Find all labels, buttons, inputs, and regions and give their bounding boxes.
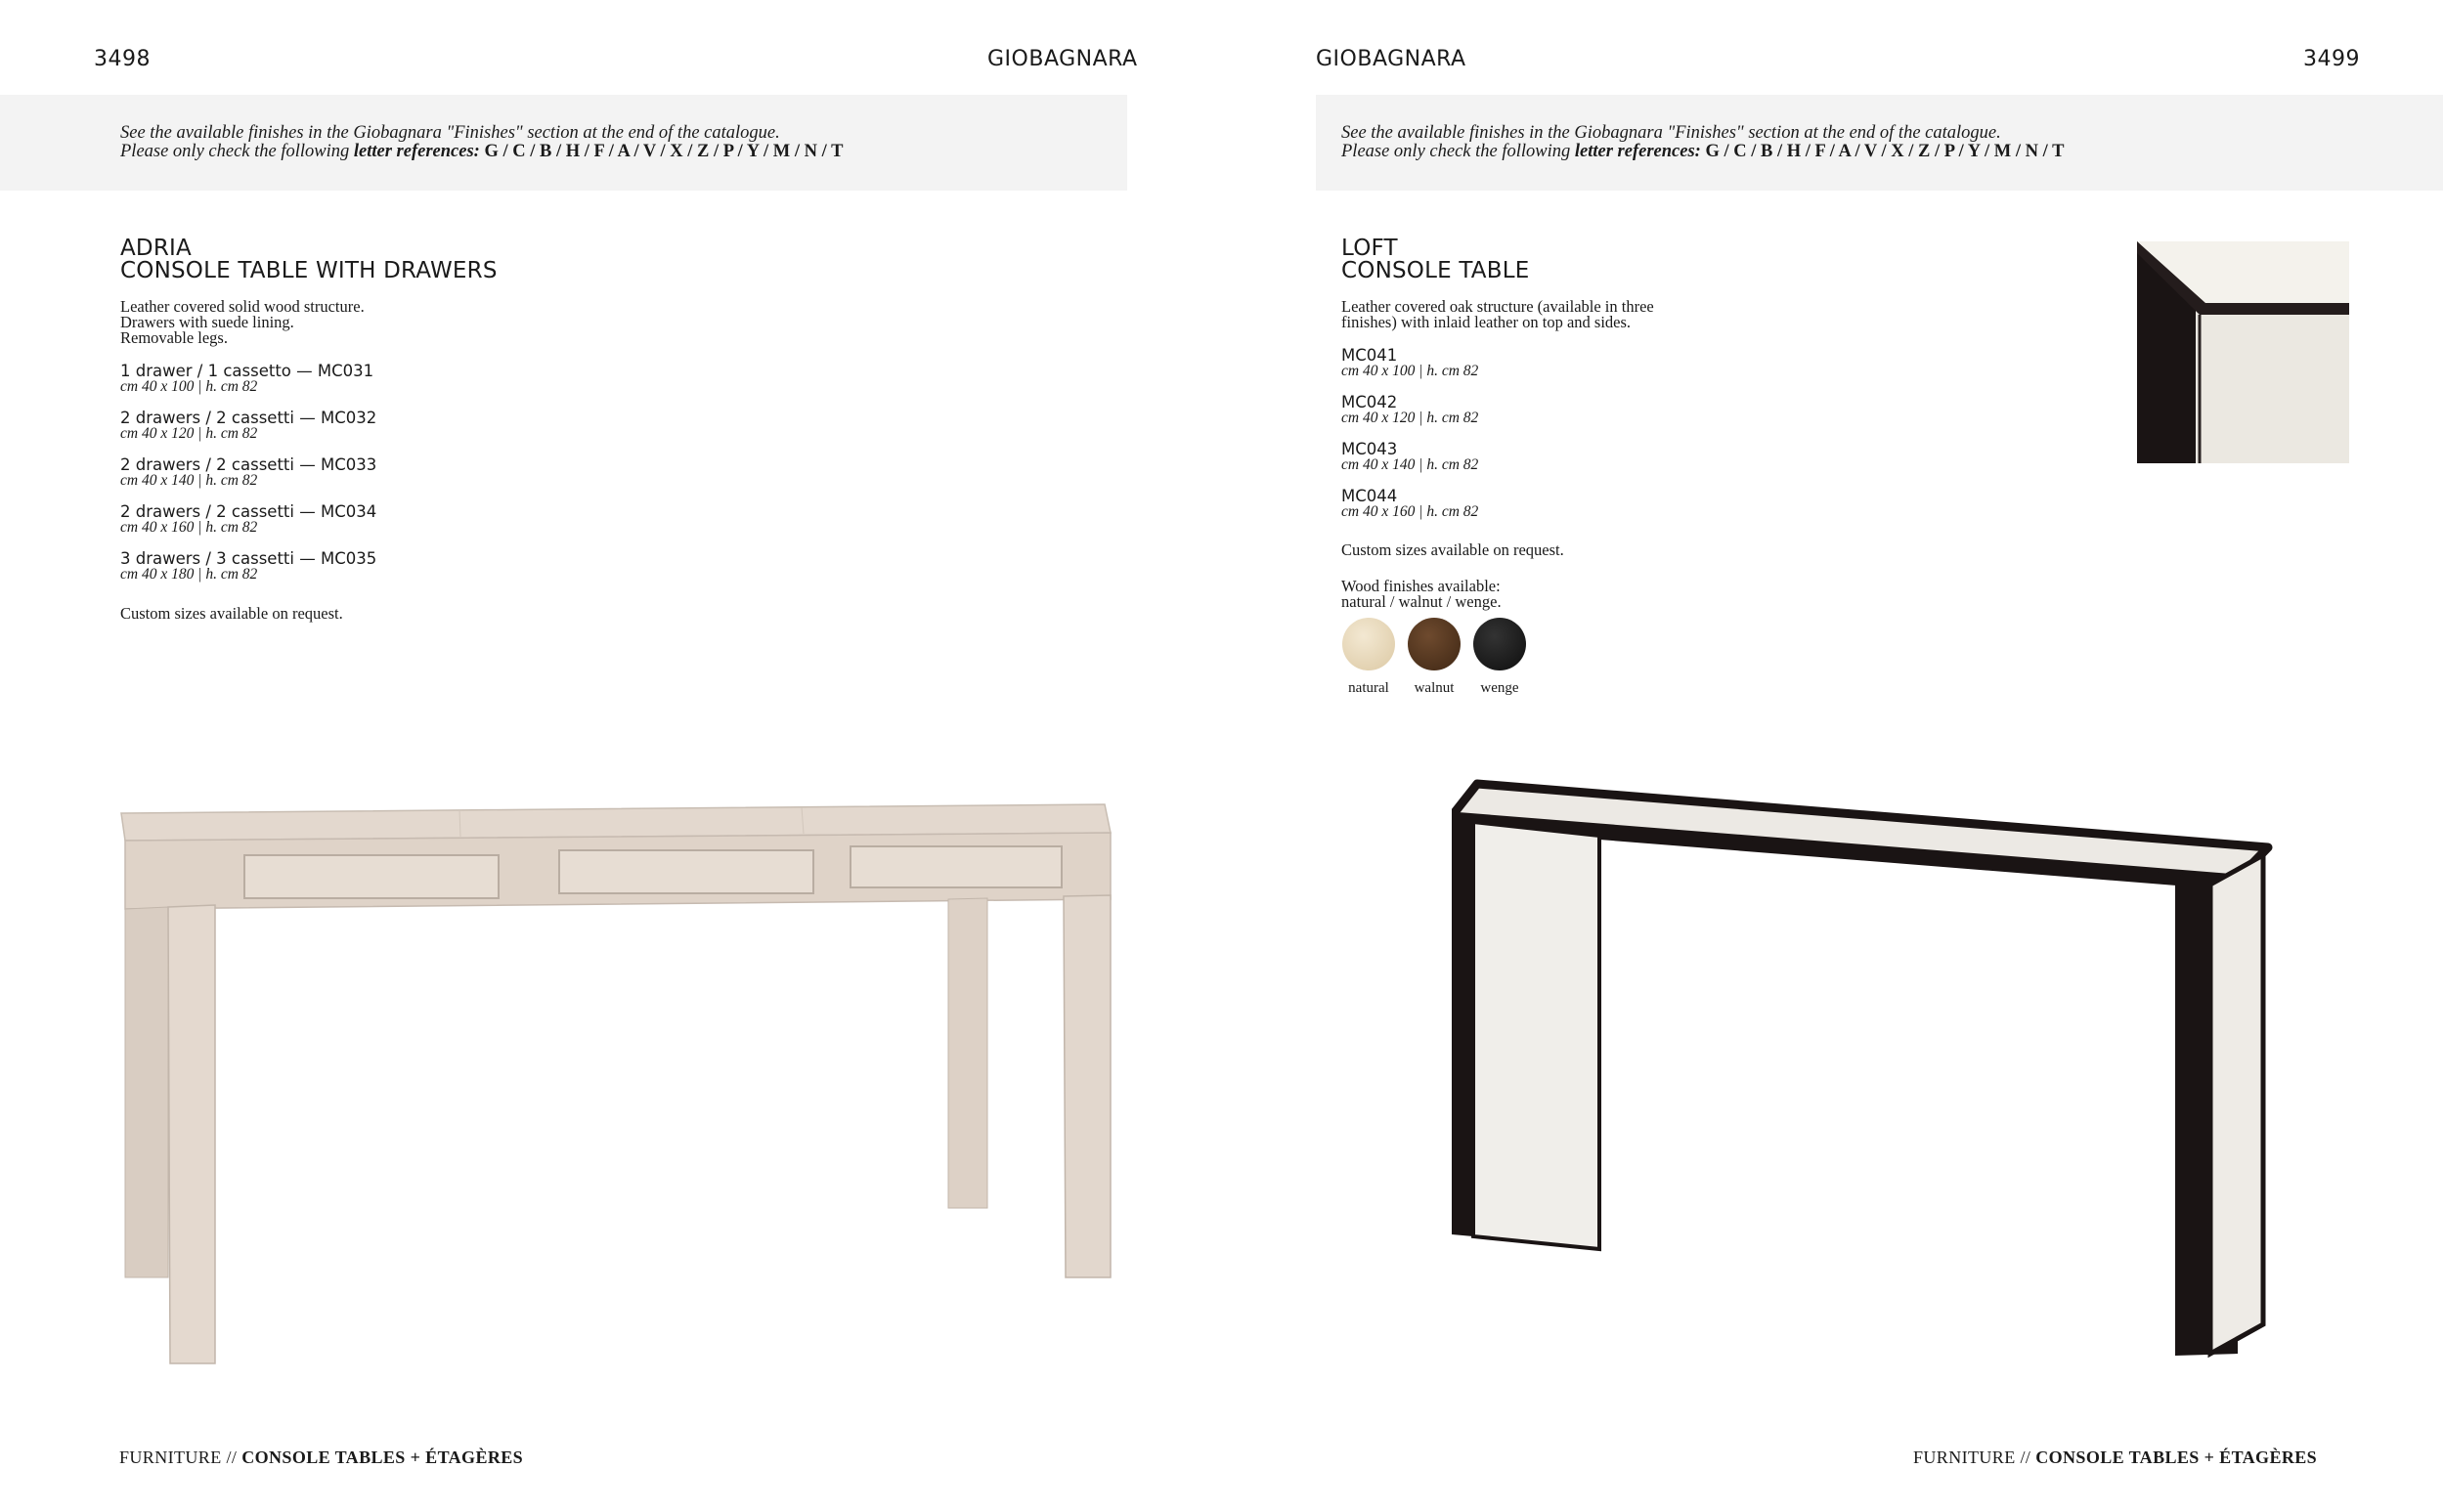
swatch-wenge (1472, 618, 1527, 697)
custom-sizes-note: Custom sizes available on request. (1341, 540, 1564, 559)
variant-item (120, 363, 376, 395)
variant-dimensions: cm 40 x 140 | h. cm 82 (120, 472, 258, 489)
variant-list (120, 363, 376, 597)
swatch-walnut (1407, 618, 1462, 697)
variant-item (1341, 488, 1478, 520)
variant-dimensions: cm 40 x 120 | h. cm 82 (1341, 410, 1479, 426)
variant-dimensions: cm 40 x 120 | h. cm 82 (120, 425, 258, 442)
brand-header: GIOBAGNARA (1316, 47, 1466, 71)
right-page (1222, 0, 2444, 1512)
product-title (1341, 238, 1529, 282)
wood-swatches (1341, 618, 1527, 697)
variant-label: 1 drawer / 1 cassetto — MC031 (120, 362, 374, 380)
variant-label: 2 drawers / 2 cassetti — MC034 (120, 502, 377, 521)
custom-sizes-note: Custom sizes available on request. (120, 604, 343, 623)
page-number: 3499 (2303, 47, 2360, 71)
brand-header: GIOBAGNARA (987, 47, 1138, 71)
variant-item (1341, 347, 1478, 379)
notice-line-1: See the available finishes in the Giobagnara "Finishes" section at the end of the catalogue. (120, 123, 780, 143)
variant-label: 3 drawers / 3 cassetti — MC035 (120, 549, 377, 568)
variant-item (1341, 394, 1478, 426)
variant-label: MC042 (1341, 393, 1398, 411)
variant-label: MC043 (1341, 440, 1398, 458)
product-title (120, 238, 498, 282)
variant-item (120, 410, 376, 442)
variant-item (120, 503, 376, 536)
product-name: ADRIA (120, 236, 192, 261)
wood-finishes-note: Wood finishes available: natural / walnut / wenge. (1341, 577, 1502, 611)
variant-item (120, 550, 376, 583)
notice-line-2: Please only check the following letter references: G / C / B / H / F / A / V / X / Z / P / Y / M / N / T (1341, 142, 2065, 161)
variant-dimensions: cm 40 x 140 | h. cm 82 (1341, 456, 1479, 473)
section-footer: FURNITURE // CONSOLE TABLES + ÉTAGÈRES (119, 1447, 524, 1467)
product-description: Leather covered solid wood structure. Drawers with suede lining. Removable legs. (120, 297, 365, 347)
variant-dimensions: cm 40 x 180 | h. cm 82 (120, 566, 258, 583)
swatch-natural (1341, 618, 1396, 697)
variant-item (1341, 441, 1478, 473)
swatch-label: walnut (1414, 680, 1455, 696)
product-name: LOFT (1341, 236, 1398, 261)
variant-label: 2 drawers / 2 cassetti — MC032 (120, 409, 377, 427)
product-type: CONSOLE TABLE (1341, 258, 1530, 283)
finishes-notice (0, 95, 1127, 191)
product-type: CONSOLE TABLE WITH DRAWERS (120, 258, 498, 283)
section-footer: FURNITURE // CONSOLE TABLES + ÉTAGÈRES (1913, 1447, 2318, 1467)
page-number: 3498 (94, 47, 151, 71)
variant-label: 2 drawers / 2 cassetti — MC033 (120, 455, 377, 474)
loft-console-table-image (1452, 777, 2273, 1363)
letter-references: G / C / B / H / F / A / V / X / Z / P / Y / M / N / T (479, 142, 844, 161)
letter-references: G / C / B / H / F / A / V / X / Z / P / Y / M / N / T (1700, 142, 2065, 161)
variant-dimensions: cm 40 x 100 | h. cm 82 (1341, 363, 1479, 379)
swatch-walnut-color (1408, 618, 1461, 670)
notice-line-1: See the available finishes in the Giobagnara "Finishes" section at the end of the catalogue. (1341, 123, 2001, 143)
variant-dimensions: cm 40 x 100 | h. cm 82 (120, 378, 258, 395)
swatch-natural-color (1342, 618, 1395, 670)
variant-item (120, 456, 376, 489)
swatch-label: wenge (1480, 680, 1519, 696)
finishes-notice (1316, 95, 2443, 191)
notice-line-2: Please only check the following letter references: G / C / B / H / F / A / V / X / Z / P / Y / M / N / T (120, 142, 844, 161)
swatch-label: natural (1348, 680, 1389, 696)
variant-dimensions: cm 40 x 160 | h. cm 82 (1341, 503, 1479, 520)
variant-label: MC041 (1341, 346, 1398, 365)
variant-label: MC044 (1341, 487, 1398, 505)
corner-detail-image (2137, 241, 2349, 463)
adria-console-table-image (117, 801, 1114, 1378)
swatch-wenge-color (1473, 618, 1526, 670)
product-description: Leather covered oak structure (available in three finishes) with inlaid leather on top and sides. (1341, 297, 1654, 331)
variant-list (1341, 347, 1478, 535)
variant-dimensions: cm 40 x 160 | h. cm 82 (120, 519, 258, 536)
